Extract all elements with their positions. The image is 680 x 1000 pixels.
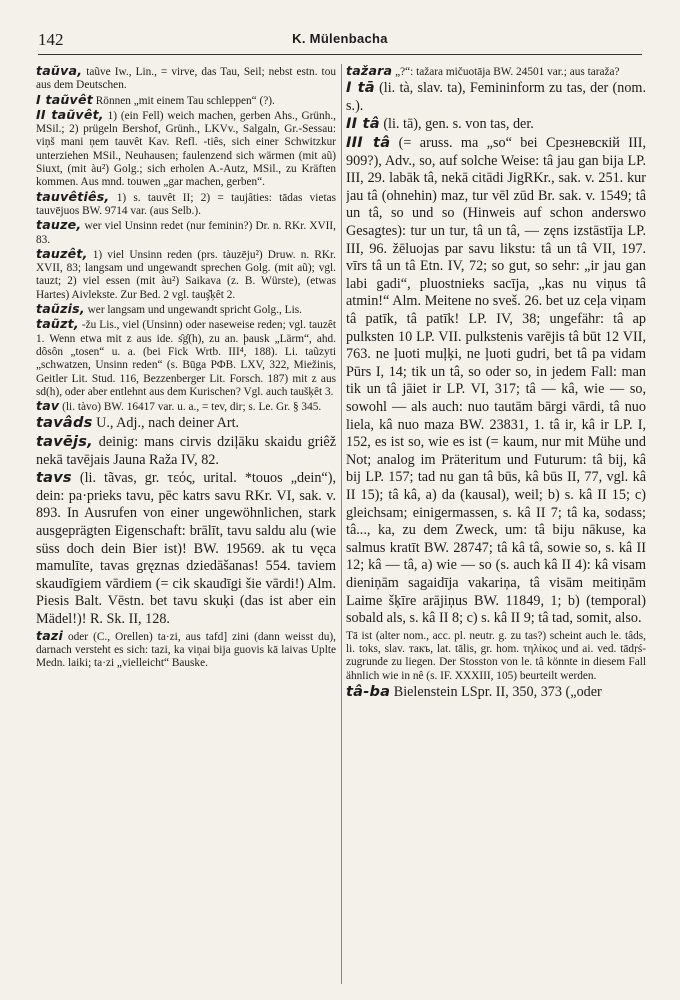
dictionary-entry — [346, 628, 646, 683]
entry-text: (li. tãvas, gr. τεός, urital. *touos „dein“), dein: pa·prieks tavu, pēc katrs savu RKr. VI, sak. v. 893. In Ausrufen von einer ungewöhnlichen, stark ausgeprägten Eigenschaft: brālīt, tavu saldu alu (wie süss doch dein Bier ist)! BW. 19569. ak tu vęca mamulīte, tavas gręznas dziedāšanas! 554. taviem skaudīgiem vārdiem (= cik skaudīgi šie vārdi!) Alm. Piesis Balt. Vēstn. bet tavu skuķi (das ist aber ein Mädel!)! R. Sk. II, 128. — [36, 470, 336, 627]
entry-headword: tauze, — [36, 217, 82, 233]
page-number: 142 — [38, 30, 64, 49]
dictionary-entry — [36, 317, 336, 399]
entry-headword: taũzt, — [36, 316, 79, 332]
entry-text: 1) (ein Fell) weich machen, gerben Ahs., Grünh., MSil.; 2) prügeln Bershof, Grünh., LKVv., Salgaln, Gr.-Sessau: viņš mani ņem tauvêt Kav. Refl. -tiês, sich einer Schwitzkur unterziehen MSil., Neuhausen; faulenzend sich wärmen (mit aũ) Siuxt, (mit àu²) Golg.; sich erholen A.-Autz, MSil., zu Kräften kommen. Aus mnd. touwen „gar machen, gerben“. — [36, 109, 336, 189]
dictionary-entry — [36, 399, 336, 414]
entry-headword: taũzis, — [36, 301, 85, 317]
entry-headword: tauzêt, — [36, 245, 88, 261]
page-header — [38, 28, 642, 55]
dictionary-entry — [36, 433, 336, 469]
dictionary-entry — [36, 414, 336, 433]
dictionary-entry — [36, 93, 336, 108]
entry-text: Rönnen „mit einem Tau schleppen“ (?). — [95, 94, 275, 107]
entry-text: „?“: tažara mičuotāja BW. 24501 var.; aus taraža? — [395, 66, 620, 78]
dictionary-entry — [36, 218, 336, 247]
dictionary-entry — [346, 115, 646, 134]
entry-text: (li. tā), gen. s. von tas, der. — [383, 116, 534, 133]
dictionary-entry — [346, 683, 646, 702]
entry-text: wer viel Unsinn redet (nur feminin?) Dr. n. RKr. XVII, 83. — [36, 220, 336, 246]
entry-headword: II tâ — [346, 115, 380, 133]
right-column — [346, 64, 646, 986]
entry-text: (= aruss. ma „so“ bei Срезневскій III, 909?), Adv., so, auf solche Weise: tâ jau gan bija LP. III, 29. labāk tâ, nekā citādi JigRKr., sak. v. 251. kur jau tâ (ohnehin) maz, tur vēl zūd Br. sak. v. 1549; tâ un tâ, so und so (Hinweis auf schon anderswo Gesagtes): tur un tur, tâ un tâ, — zęns izstāstīja LP. III, 96. žēluojas par savu likstu: tâ un tâ VII, 197. vīrs tâ un tâ Etn. IV, 72; so gut, so sehr: „ir jau gan labi gadi“, pluostnieks sacīja, „kas nu viņus tâ atmin!“ Alm. Meitene no sveš. 26. bet uz ceļa viņam tâ patīk, tâ patīk! LP. IV, 38; ungefähr: tâ ap pulksten 10 LP. VII. pulkstenis varējis tâ būt 12 VII, 763. ne ļuoti muļķi, ne ļuoti gudri, bet tâ pa vidam Pūrs I, 14; tik un tâ, so oder so, in jedem Fall: man tik un tâ jāiet ir LP. VI, 317; tâ — kâ, wie — so, sowohl — als auch: nuo tautām bārgi vārdi, tâ nuo liela, kâ nuo maza BW. 23831, 1. tâ ir, kâ ir LP. I, 152, es ist so, wie es ist (= kaum, nur mit Mühe und Not; analog im Präteritum und Futurum: tâ bij, kâ bij LP. 157; tad nu gan tâ būs, kâ būs II, 77, vgl. kâ II 15); tâ kâ, a) da (kausal), weil; b) s. kâ II 15; c) gleichsam; einigermassen, s. kâ II 7; tâ ka, sodass; tâ..., ka, zu dem Zweck, um: tâ biju nākuse, ka salmus kratīt BW. 28747; tâ kâ tâ, sowie so, s. kâ II 12; kâ — tâ, a) wie — so (s. auch kâ II 4): kâ visam dieniņām sagaidīja vakariņa, tâ visām meitiņām Laime šķīre arājiņus BW. 11849, 1; b) (temporal) sobald als, s. kâ II 8; c) s. kâ II 9; tâ tad, somit, also. — [346, 135, 646, 627]
dictionary-entry — [36, 629, 336, 671]
entry-headword: I tā — [346, 79, 375, 97]
dictionary-entry — [36, 302, 336, 317]
entry-headword: I taũvêt — [36, 91, 93, 107]
entry-headword: tâ-ba — [346, 682, 391, 700]
dictionary-entry — [346, 79, 646, 115]
running-head: K. Mülenbacha — [292, 31, 388, 46]
entry-headword: tavējs, — [36, 433, 93, 451]
entry-text: 1) viel Unsinn reden (prs. tàuzēju²) Druw. n. RKr. XVII, 83; langsam und ungewandt sprechen Golg. (mit aũ); vgl. tauzt; 2) viel essen (mit àu²) Saikava (z. B. Würste), (etwas Hartes) Aivlekste. Zur Bed. 2 vgl. tauş̌ķêt 2. — [36, 248, 336, 301]
dictionary-entry — [346, 64, 646, 79]
entry-headword: tavâds — [36, 414, 93, 432]
entry-headword: tav — [36, 398, 60, 414]
dictionary-entry — [36, 64, 336, 93]
entry-text: -žu Lis., viel (Unsinn) oder naseweise reden; vgl. tauzêt 1. Wenn etwa mit z aus ide. s̑g̑(h), zu an. þausk „Lärm“, ahd. dôsôn „tosen“ u. a. (bei Fick Wrtb. III⁴, 188). Li. taũzyti „schwatzen, Unsinn reden“ (s. Būga РФВ. LXV, 322, Miežinis, Geitler Lit. Stud. 116, Bezzenberger Lit. Forsch. 187) mit z aus sd(h), oder aber entlehnt aus dem Kurischen? Vgl. auch taušķêt 3. — [36, 319, 336, 398]
entry-headword: taũva, — [36, 64, 83, 78]
dictionary-entry — [36, 108, 336, 190]
entry-text: (li. tàvo) BW. 16417 var. u. a., = tev, dir; s. Le. Gr. § 345. — [62, 401, 322, 414]
dictionary-entry — [36, 469, 336, 628]
entry-text: deinig: mans cirvis dziļāku skaidu griêž nekā tavējais Jauna Raža IV, 82. — [36, 434, 336, 468]
entry-text: U., Adj., nach deiner Art. — [96, 415, 240, 432]
left-column — [36, 64, 336, 986]
entry-headword: II taũvêt, — [36, 106, 104, 122]
entry-text: Bielenstein LSpr. II, 350, 373 („oder — [393, 683, 602, 700]
entry-text: Tā ist (alter nom., acc. pl. neutr. g. zu tas?) scheint auch le. tâds, li. toks, slav. такъ, lat. tālis, gr. hom. τηλίκος und ai. ved. tādṛś- zugrunde zu liegen. Der Stosston von le. tâ könnte in diesem Fall ähnlich wie in nê (s. IF. XXXIII, 105) beurteilt werden. — [346, 629, 646, 682]
column-divider — [341, 64, 342, 984]
entry-headword: tauvêtiês, — [36, 188, 110, 204]
entry-text: taũve Iw., Lin., = virve, das Tau, Seil; nebst estn. tou aus dem Deutschen. — [36, 66, 336, 92]
entry-headword: tažara — [346, 64, 393, 78]
entry-text: wer langsam und ungewandt spricht Golg., Lis. — [87, 304, 302, 317]
entry-headword: III tâ — [346, 134, 391, 152]
entry-text: 1) s. tauvêt II; 2) = taujâties: tādas vietas tauvējuos BW. 9714 var. (aus Selb.). — [36, 191, 336, 217]
entry-text: oder (C., Orellen) ta·zi, aus tafd] zini (dann weisst du), darnach versteht es sich: tazi, ka viņai bija guovis kā laivas Uplte Medn. laiki; ta·zi „vielleicht“ Bauske. — [36, 630, 336, 670]
entry-headword: tavs — [36, 469, 72, 487]
entry-headword: tazi — [36, 627, 63, 643]
dictionary-entry — [346, 134, 646, 628]
dictionary-entry — [36, 247, 336, 302]
dictionary-entry — [36, 190, 336, 219]
entry-text: (li. tà, slav. ta), Femininform zu tas, der (nom. s.). — [346, 80, 646, 114]
